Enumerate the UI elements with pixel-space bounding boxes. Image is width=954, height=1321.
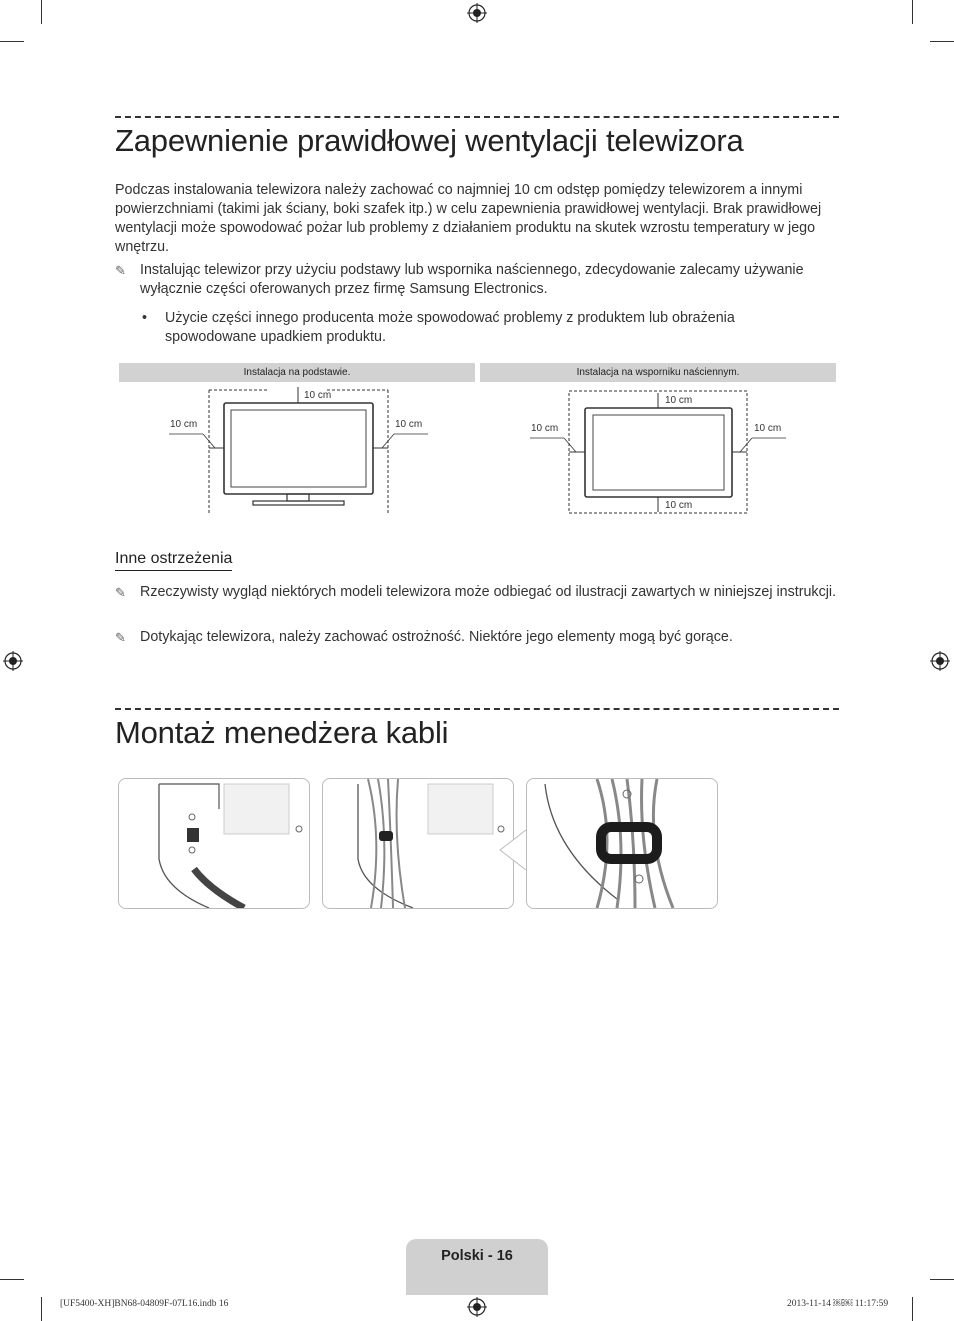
wall-dim-left: 10 cm: [531, 423, 559, 434]
stand-dim-top: 10 cm: [304, 390, 332, 401]
pencil-note-icon: ✎: [115, 630, 126, 645]
wall-dim-bottom: 10 cm: [665, 500, 693, 511]
other-warnings-heading: Inne ostrzeżenia: [115, 550, 232, 571]
section-title-cable-manager: Montaż menedżera kabli: [115, 715, 449, 750]
pencil-note-icon: ✎: [115, 263, 126, 278]
stand-installation-diagram: [119, 382, 475, 514]
note-text: Rzeczywisty wygląd niektórych modeli telewizora może odbiegać od ilustracji zawartych w niniejszej instrukcji.: [140, 584, 837, 600]
ventilation-paragraph: Podczas instalowania telewizora należy zachować co najmniej 10 cm odstęp pomiędzy telewizorem a innymi powierzchniami (takimi jak ściany, boki szafek itp.) w celu zapewnienia prawidłowej wentylacji. Brak prawidłowej wentylacji może spowodować pożar lub problemy z działaniem produktu na skutek wzrostu temperatury w jego wnętrzu.: [115, 182, 822, 255]
crop-mark: [41, 1297, 42, 1321]
wall-installation-diagram: [480, 382, 836, 516]
section-divider: [115, 116, 839, 118]
bullet-text: Użycie części innego producenta może spowodować problemy z produktem lub obrażenia spowodowane upadkiem produktu.: [165, 310, 735, 345]
section-divider: [115, 708, 839, 710]
section-title-ventilation: Zapewnienie prawidłowej wentylacji telewizora: [115, 123, 744, 158]
stand-dim-right: 10 cm: [395, 419, 423, 430]
cable-manager-step-2-illustration: [322, 778, 514, 909]
cable-manager-step-1-illustration: [118, 778, 310, 909]
crop-mark: [930, 41, 954, 42]
page-number-badge: Polski - 16: [406, 1239, 548, 1295]
cable-manager-step-3-illustration: [526, 778, 718, 909]
wall-dim-right: 10 cm: [754, 423, 782, 434]
crop-mark: [912, 1297, 913, 1321]
zoom-callout-pointer: [498, 830, 528, 870]
footer-timestamp: 2013-11-14 ￼￼ 11:17:59: [787, 1299, 889, 1309]
wall-dim-top: 10 cm: [665, 395, 693, 406]
bullet-dot: •: [142, 310, 148, 326]
wall-installation-label: Instalacja na wsporniku naściennym.: [480, 363, 836, 382]
stand-installation-label: Instalacja na podstawie.: [119, 363, 475, 382]
registration-mark-icon: [467, 1297, 487, 1317]
stand-dim-left: 10 cm: [170, 419, 198, 430]
note-text: Instalując telewizor przy użyciu podstawy lub wspornika naściennego, zdecydowanie zalecamy używanie wyłącznie części oferowanych przez firmę Samsung Electronics.: [140, 262, 804, 297]
note-text: Dotykając telewizora, należy zachować ostrożność. Niektóre jego elementy mogą być gorące.: [140, 629, 733, 645]
pencil-note-icon: ✎: [115, 585, 126, 600]
crop-mark: [0, 1279, 24, 1280]
crop-mark: [41, 0, 42, 24]
registration-mark-icon: [467, 3, 487, 23]
registration-mark-icon: [3, 651, 23, 671]
footer-filename: [UF5400-XH]BN68-04809F-07L16.indb 16: [60, 1299, 229, 1309]
crop-mark: [0, 41, 24, 42]
registration-mark-icon: [930, 651, 950, 671]
crop-mark: [930, 1279, 954, 1280]
crop-mark: [912, 0, 913, 24]
